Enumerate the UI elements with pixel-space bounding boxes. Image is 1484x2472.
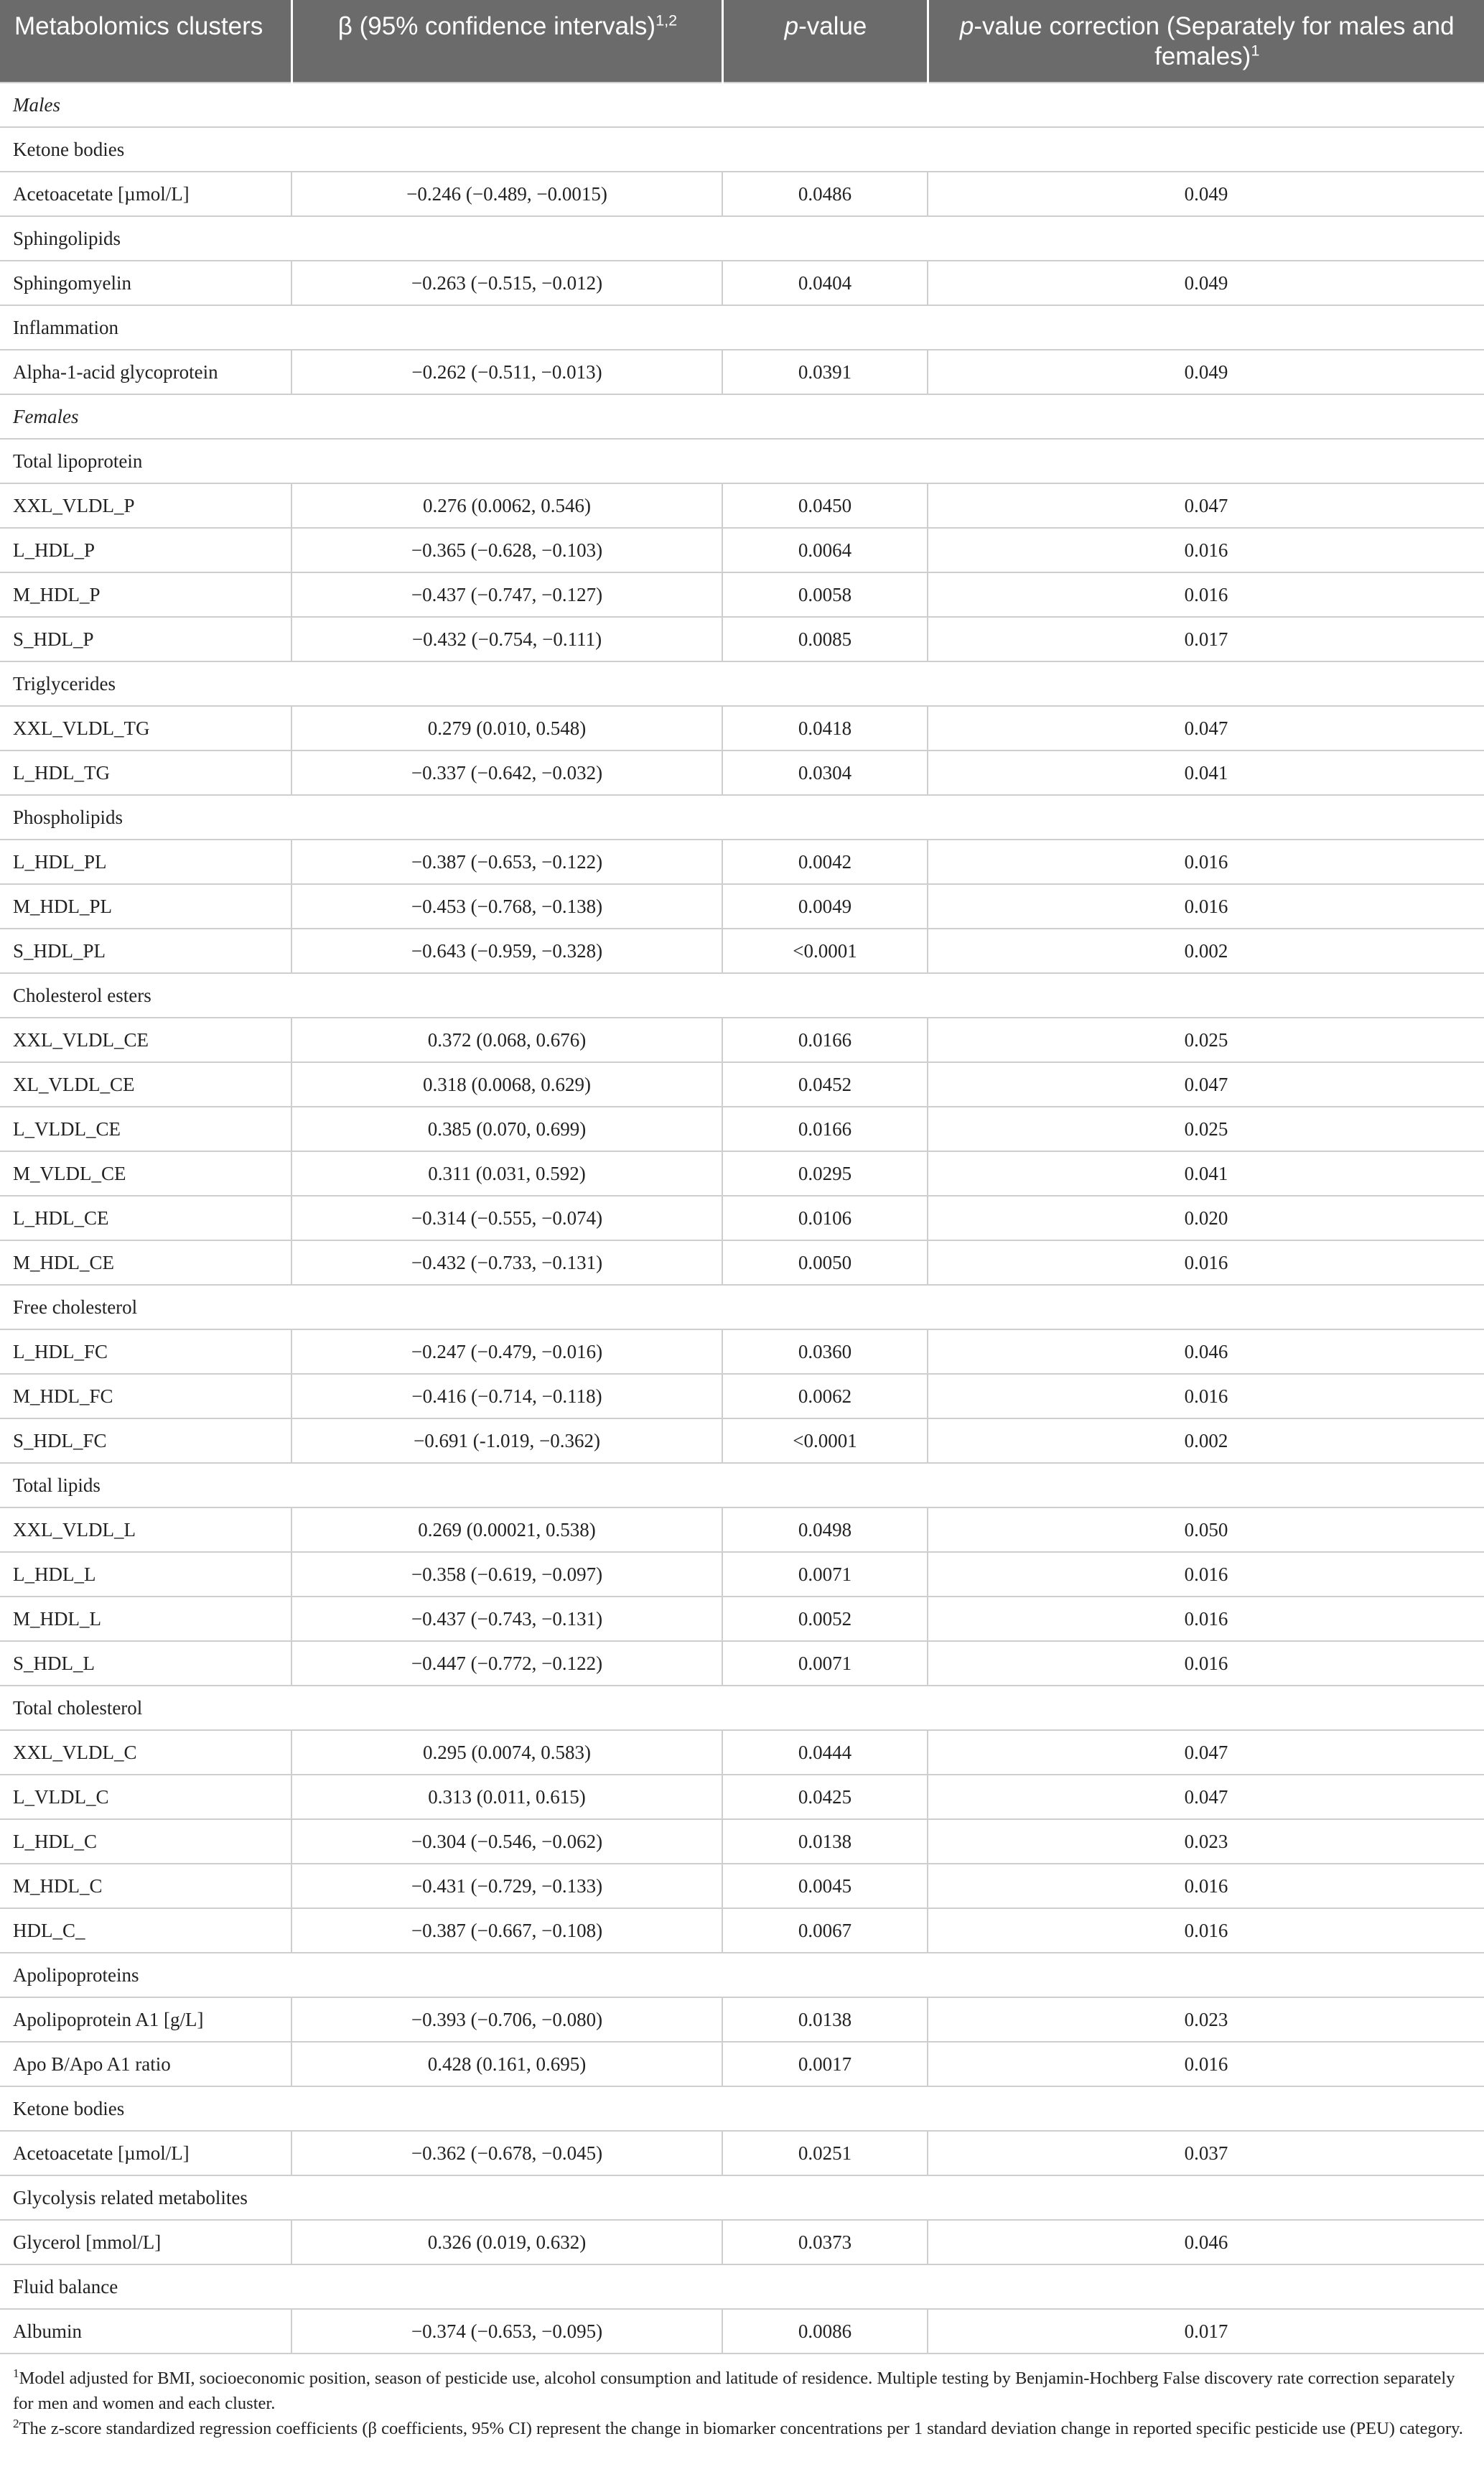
cell-metabolite: L_HDL_TG <box>0 751 291 795</box>
table-row <box>0 1418 1484 1463</box>
cell-beta-ci: −0.374 (−0.653, −0.095) <box>291 2309 722 2353</box>
cell-p-value: 0.0049 <box>722 884 928 929</box>
cell-metabolite: L_HDL_FC <box>0 1329 291 1374</box>
table-row <box>0 572 1484 617</box>
table-row <box>0 2220 1484 2264</box>
cell-p-value: 0.0086 <box>722 2309 928 2353</box>
cluster-group-label: Phospholipids <box>0 795 1484 840</box>
cluster-group-row <box>0 216 1484 261</box>
cell-p-value: 0.0050 <box>722 1240 928 1285</box>
footnote-ref: 1 <box>1251 41 1260 60</box>
cell-beta-ci: −0.691 (-1.019, −0.362) <box>291 1418 722 1463</box>
cell-p-value: 0.0045 <box>722 1864 928 1908</box>
cell-p-correction: 0.016 <box>928 572 1484 617</box>
header-p-value: p-value <box>722 0 928 83</box>
cell-metabolite: Sphingomyelin <box>0 261 291 305</box>
cell-p-value: 0.0058 <box>722 572 928 617</box>
cell-p-correction: 0.016 <box>928 1240 1484 1285</box>
cell-beta-ci: −0.362 (−0.678, −0.045) <box>291 2131 722 2175</box>
cluster-group-label: Fluid balance <box>0 2264 1484 2309</box>
table-row <box>0 1597 1484 1641</box>
cell-metabolite: XXL_VLDL_C <box>0 1730 291 1775</box>
table-row <box>0 261 1484 305</box>
cell-p-correction: 0.047 <box>928 1775 1484 1819</box>
table-row <box>0 706 1484 751</box>
cell-p-correction: 0.047 <box>928 1730 1484 1775</box>
cell-p-correction: 0.016 <box>928 1552 1484 1597</box>
cell-p-value: 0.0138 <box>722 1997 928 2042</box>
cell-beta-ci: −0.365 (−0.628, −0.103) <box>291 528 722 572</box>
cell-metabolite: M_VLDL_CE <box>0 1151 291 1196</box>
cell-beta-ci: −0.393 (−0.706, −0.080) <box>291 1997 722 2042</box>
table-footnotes <box>0 2357 1484 2441</box>
cell-metabolite: M_HDL_P <box>0 572 291 617</box>
cluster-group-label: Apolipoproteins <box>0 1953 1484 1997</box>
cluster-group-row <box>0 127 1484 172</box>
cell-p-value: 0.0251 <box>722 2131 928 2175</box>
cell-metabolite: Acetoacetate [µmol/L] <box>0 172 291 216</box>
cell-p-correction: 0.046 <box>928 2220 1484 2264</box>
cell-p-value: 0.0304 <box>722 751 928 795</box>
table-row <box>0 840 1484 884</box>
cell-p-correction: 0.017 <box>928 617 1484 661</box>
cell-p-value: 0.0498 <box>722 1507 928 1552</box>
cell-metabolite: Albumin <box>0 2309 291 2353</box>
footnote: $^2$The z-score standardized regression coefficients (β coefficients, 95% CI) represent the change in biomarker concentrations per 1 standard deviation change in reported specific pesticide use (PEU) category. <box>13 2416 1463 2438</box>
table-row <box>0 528 1484 572</box>
cell-p-correction: 0.017 <box>928 2309 1484 2353</box>
cell-metabolite: S_HDL_P <box>0 617 291 661</box>
cluster-group-label: Inflammation <box>0 305 1484 350</box>
cell-p-correction: 0.046 <box>928 1329 1484 1374</box>
table-row <box>0 1062 1484 1107</box>
cell-p-correction: 0.041 <box>928 1151 1484 1196</box>
cell-p-correction: 0.016 <box>928 840 1484 884</box>
cluster-group-label: Triglycerides <box>0 661 1484 706</box>
cell-p-value: 0.0444 <box>722 1730 928 1775</box>
cell-metabolite: L_HDL_P <box>0 528 291 572</box>
table-row <box>0 929 1484 973</box>
header-metabolomics-clusters: Metabolomics clusters <box>0 0 291 83</box>
cell-p-correction: 0.016 <box>928 1641 1484 1686</box>
cell-beta-ci: −0.262 (−0.511, −0.013) <box>291 350 722 394</box>
cell-p-value: 0.0404 <box>722 261 928 305</box>
table-row <box>0 1552 1484 1597</box>
table-row <box>0 350 1484 394</box>
cell-beta-ci: −0.337 (−0.642, −0.032) <box>291 751 722 795</box>
table-body <box>0 83 1484 2353</box>
cell-beta-ci: 0.326 (0.019, 0.632) <box>291 2220 722 2264</box>
cell-p-value: <0.0001 <box>722 929 928 973</box>
table-row <box>0 1329 1484 1374</box>
cell-p-correction: 0.041 <box>928 751 1484 795</box>
cell-p-correction: 0.047 <box>928 1062 1484 1107</box>
cell-beta-ci: −0.437 (−0.743, −0.131) <box>291 1597 722 1641</box>
table-row <box>0 2309 1484 2353</box>
cell-p-value: 0.0017 <box>722 2042 928 2086</box>
footnote: $^1$Model adjusted for BMI, socioeconomic position, season of pesticide use, alcohol consumption and latitude of residence. Multiple testing by Benjamin-Hochberg False discovery rate correction separately for men and women and each cluster. <box>13 2366 1455 2413</box>
cluster-group-row <box>0 305 1484 350</box>
cell-p-value: 0.0166 <box>722 1107 928 1151</box>
table-row <box>0 1864 1484 1908</box>
sex-section-label: Females <box>0 394 1484 439</box>
cluster-group-label: Ketone bodies <box>0 127 1484 172</box>
cluster-group-label: Cholesterol esters <box>0 973 1484 1018</box>
cell-p-value: 0.0052 <box>722 1597 928 1641</box>
cell-p-value: 0.0067 <box>722 1908 928 1953</box>
cell-beta-ci: 0.276 (0.0062, 0.546) <box>291 483 722 528</box>
cell-p-value: 0.0425 <box>722 1775 928 1819</box>
table-row <box>0 172 1484 216</box>
table-row <box>0 1819 1484 1864</box>
cell-p-correction: 0.049 <box>928 172 1484 216</box>
cell-p-value: 0.0450 <box>722 483 928 528</box>
sex-section-row <box>0 83 1484 127</box>
table-header <box>0 0 1484 83</box>
cell-beta-ci: −0.247 (−0.479, −0.016) <box>291 1329 722 1374</box>
cell-p-correction: 0.016 <box>928 1374 1484 1418</box>
cell-p-value: 0.0418 <box>722 706 928 751</box>
cell-p-value: 0.0064 <box>722 528 928 572</box>
cell-metabolite: M_HDL_L <box>0 1597 291 1641</box>
cluster-group-row <box>0 661 1484 706</box>
cell-metabolite: XXL_VLDL_P <box>0 483 291 528</box>
cell-p-value: 0.0373 <box>722 2220 928 2264</box>
cluster-group-row <box>0 1686 1484 1730</box>
cell-beta-ci: 0.295 (0.0074, 0.583) <box>291 1730 722 1775</box>
cell-metabolite: XXL_VLDL_CE <box>0 1018 291 1062</box>
sex-section-label: Males <box>0 83 1484 127</box>
table-row <box>0 1151 1484 1196</box>
table-row <box>0 751 1484 795</box>
cell-beta-ci: −0.416 (−0.714, −0.118) <box>291 1374 722 1418</box>
cell-p-correction: 0.047 <box>928 706 1484 751</box>
cluster-group-label: Total lipoprotein <box>0 439 1484 483</box>
cluster-group-label: Total cholesterol <box>0 1686 1484 1730</box>
cell-metabolite: M_HDL_CE <box>0 1240 291 1285</box>
cell-p-correction: 0.016 <box>928 884 1484 929</box>
cluster-group-label: Sphingolipids <box>0 216 1484 261</box>
cell-p-value: 0.0391 <box>722 350 928 394</box>
cell-p-value: 0.0138 <box>722 1819 928 1864</box>
table-row <box>0 1507 1484 1552</box>
cell-beta-ci: −0.387 (−0.653, −0.122) <box>291 840 722 884</box>
cell-beta-ci: −0.453 (−0.768, −0.138) <box>291 884 722 929</box>
cell-p-value: 0.0042 <box>722 840 928 884</box>
cluster-group-label: Total lipids <box>0 1463 1484 1507</box>
cell-p-correction: 0.023 <box>928 1819 1484 1864</box>
cell-p-correction: 0.016 <box>928 1864 1484 1908</box>
cell-p-value: 0.0295 <box>722 1151 928 1196</box>
cell-beta-ci: −0.387 (−0.667, −0.108) <box>291 1908 722 1953</box>
table-row <box>0 1908 1484 1953</box>
sex-section-row <box>0 394 1484 439</box>
cell-beta-ci: −0.432 (−0.754, −0.111) <box>291 617 722 661</box>
cell-metabolite: L_HDL_C <box>0 1819 291 1864</box>
cell-beta-ci: −0.304 (−0.546, −0.062) <box>291 1819 722 1864</box>
cell-beta-ci: 0.311 (0.031, 0.592) <box>291 1151 722 1196</box>
cluster-group-row <box>0 1463 1484 1507</box>
cell-p-correction: 0.037 <box>928 2131 1484 2175</box>
table-row <box>0 1775 1484 1819</box>
cell-metabolite: Apolipoprotein A1 [g/L] <box>0 1997 291 2042</box>
cluster-group-label: Glycolysis related metabolites <box>0 2175 1484 2220</box>
footnote-ref: 1,2 <box>655 11 678 29</box>
cell-p-correction: 0.002 <box>928 1418 1484 1463</box>
cell-p-correction: 0.016 <box>928 1908 1484 1953</box>
cell-p-correction: 0.047 <box>928 483 1484 528</box>
cell-beta-ci: −0.437 (−0.747, −0.127) <box>291 572 722 617</box>
table-row <box>0 1641 1484 1686</box>
cell-p-correction: 0.002 <box>928 929 1484 973</box>
cell-metabolite: S_HDL_PL <box>0 929 291 973</box>
table-row <box>0 617 1484 661</box>
cell-metabolite: XXL_VLDL_L <box>0 1507 291 1552</box>
cell-metabolite: L_VLDL_CE <box>0 1107 291 1151</box>
header-beta-ci: β (95% confidence intervals)$^{1,2}$ <box>291 0 722 83</box>
cell-metabolite: M_HDL_PL <box>0 884 291 929</box>
table-row <box>0 1997 1484 2042</box>
cell-beta-ci: −0.431 (−0.729, −0.133) <box>291 1864 722 1908</box>
cell-p-correction: 0.049 <box>928 350 1484 394</box>
cluster-group-row <box>0 1285 1484 1329</box>
cell-metabolite: XL_VLDL_CE <box>0 1062 291 1107</box>
cell-metabolite: M_HDL_C <box>0 1864 291 1908</box>
cell-p-correction: 0.020 <box>928 1196 1484 1240</box>
cell-beta-ci: 0.269 (0.00021, 0.538) <box>291 1507 722 1552</box>
cell-p-value: <0.0001 <box>722 1418 928 1463</box>
cell-p-value: 0.0071 <box>722 1641 928 1686</box>
cluster-group-row <box>0 1953 1484 1997</box>
cell-p-value: 0.0062 <box>722 1374 928 1418</box>
cell-p-correction: 0.025 <box>928 1107 1484 1151</box>
cell-p-correction: 0.050 <box>928 1507 1484 1552</box>
cell-metabolite: M_HDL_FC <box>0 1374 291 1418</box>
cell-beta-ci: −0.643 (−0.959, −0.328) <box>291 929 722 973</box>
cell-p-value: 0.0452 <box>722 1062 928 1107</box>
cell-beta-ci: −0.314 (−0.555, −0.074) <box>291 1196 722 1240</box>
cluster-group-row <box>0 2264 1484 2309</box>
cell-p-value: 0.0486 <box>722 172 928 216</box>
cluster-group-label: Ketone bodies <box>0 2086 1484 2131</box>
cell-p-value: 0.0071 <box>722 1552 928 1597</box>
table-row <box>0 1730 1484 1775</box>
cell-metabolite: L_HDL_L <box>0 1552 291 1597</box>
cell-metabolite: Acetoacetate [µmol/L] <box>0 2131 291 2175</box>
cell-metabolite: L_HDL_CE <box>0 1196 291 1240</box>
cluster-group-row <box>0 795 1484 840</box>
cluster-group-row <box>0 2086 1484 2131</box>
table-row <box>0 483 1484 528</box>
cell-beta-ci: −0.432 (−0.733, −0.131) <box>291 1240 722 1285</box>
cell-metabolite: Apo B/Apo A1 ratio <box>0 2042 291 2086</box>
cell-beta-ci: 0.279 (0.010, 0.548) <box>291 706 722 751</box>
cell-metabolite: S_HDL_FC <box>0 1418 291 1463</box>
cell-p-value: 0.0106 <box>722 1196 928 1240</box>
header-p-value-correction: p-value correction (Separately for males and females)$^1$ <box>928 0 1484 83</box>
cluster-group-label: Free cholesterol <box>0 1285 1484 1329</box>
table-row <box>0 1018 1484 1062</box>
cell-beta-ci: −0.246 (−0.489, −0.0015) <box>291 172 722 216</box>
cell-beta-ci: 0.318 (0.0068, 0.629) <box>291 1062 722 1107</box>
cell-metabolite: HDL_C_ <box>0 1908 291 1953</box>
table-row <box>0 1196 1484 1240</box>
table-row <box>0 1374 1484 1418</box>
cluster-group-row <box>0 973 1484 1018</box>
table-row <box>0 2131 1484 2175</box>
cell-metabolite: Alpha-1-acid glycoprotein <box>0 350 291 394</box>
cell-p-correction: 0.016 <box>928 1597 1484 1641</box>
cluster-group-row <box>0 2175 1484 2220</box>
table-row <box>0 1240 1484 1285</box>
cell-p-correction: 0.025 <box>928 1018 1484 1062</box>
cell-p-correction: 0.016 <box>928 2042 1484 2086</box>
cell-beta-ci: 0.372 (0.068, 0.676) <box>291 1018 722 1062</box>
table-row <box>0 2042 1484 2086</box>
cell-p-correction: 0.016 <box>928 528 1484 572</box>
cell-metabolite: XXL_VLDL_TG <box>0 706 291 751</box>
cell-beta-ci: 0.428 (0.161, 0.695) <box>291 2042 722 2086</box>
cluster-group-row <box>0 439 1484 483</box>
cell-beta-ci: −0.263 (−0.515, −0.012) <box>291 261 722 305</box>
cell-beta-ci: −0.358 (−0.619, −0.097) <box>291 1552 722 1597</box>
cell-beta-ci: 0.313 (0.011, 0.615) <box>291 1775 722 1819</box>
cell-beta-ci: 0.385 (0.070, 0.699) <box>291 1107 722 1151</box>
cell-beta-ci: −0.447 (−0.772, −0.122) <box>291 1641 722 1686</box>
cell-metabolite: S_HDL_L <box>0 1641 291 1686</box>
cell-p-value: 0.0360 <box>722 1329 928 1374</box>
cell-p-correction: 0.023 <box>928 1997 1484 2042</box>
cell-p-correction: 0.049 <box>928 261 1484 305</box>
cell-metabolite: L_VLDL_C <box>0 1775 291 1819</box>
table-row <box>0 884 1484 929</box>
cell-p-value: 0.0166 <box>722 1018 928 1062</box>
cell-p-value: 0.0085 <box>722 617 928 661</box>
cell-metabolite: L_HDL_PL <box>0 840 291 884</box>
table-row <box>0 1107 1484 1151</box>
cell-metabolite: Glycerol [mmol/L] <box>0 2220 291 2264</box>
